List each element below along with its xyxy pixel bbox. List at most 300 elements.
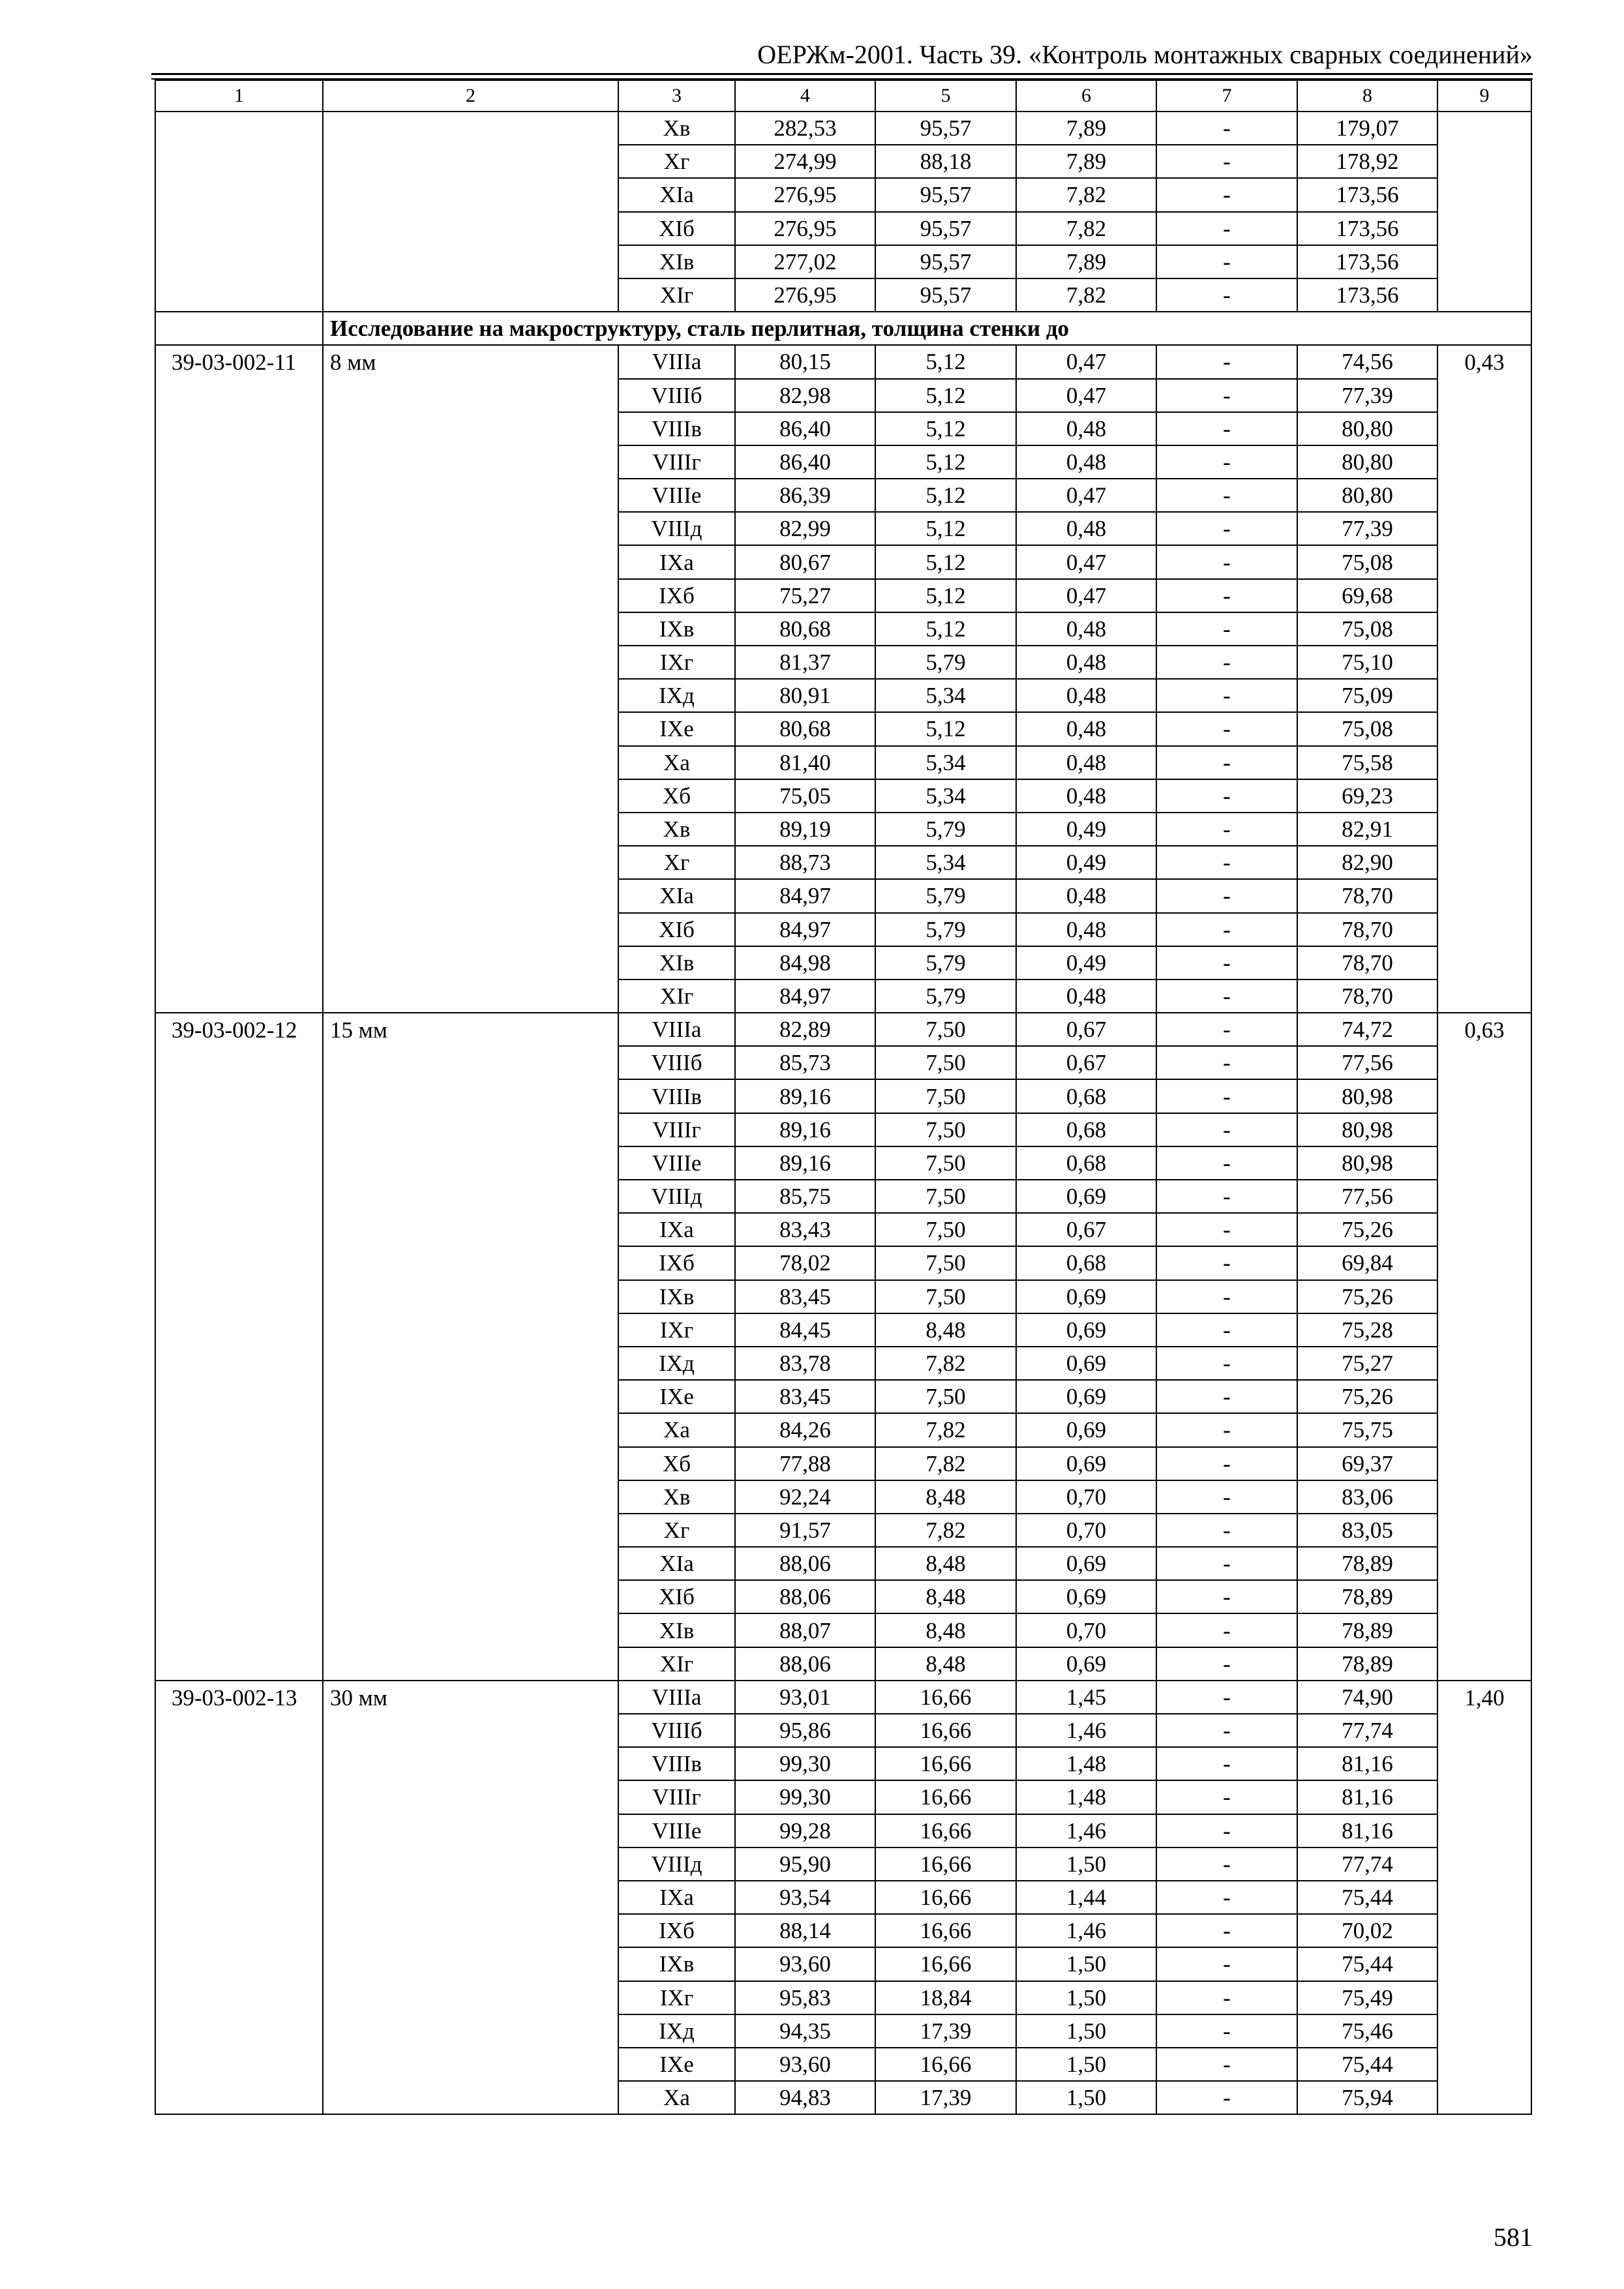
data-cell: 81,16 xyxy=(1297,1814,1437,1848)
data-cell: Xг xyxy=(618,1514,735,1547)
data-cell: XIб xyxy=(618,212,735,245)
data-cell: 74,90 xyxy=(1297,1681,1437,1714)
data-cell: 7,50 xyxy=(875,1246,1016,1279)
data-cell: 0,48 xyxy=(1016,712,1156,745)
data-cell: 80,68 xyxy=(735,612,875,646)
col9-value: 0,43 xyxy=(1437,345,1531,1013)
data-cell: 0,69 xyxy=(1016,1313,1156,1347)
data-cell: 0,69 xyxy=(1016,1647,1156,1681)
data-cell: 0,47 xyxy=(1016,379,1156,412)
data-cell: VIIIд xyxy=(618,1848,735,1881)
data-cell: 173,56 xyxy=(1297,178,1437,211)
data-cell: - xyxy=(1156,1313,1297,1347)
data-cell: 277,02 xyxy=(735,245,875,278)
data-cell: 80,98 xyxy=(1297,1146,1437,1180)
data-cell: 8,48 xyxy=(875,1480,1016,1514)
data-cell: 0,67 xyxy=(1016,1046,1156,1079)
data-cell: VIIIд xyxy=(618,512,735,545)
rate-code: 39-03-002-13 xyxy=(155,1681,323,2114)
data-cell: 0,47 xyxy=(1016,479,1156,512)
data-cell: 95,86 xyxy=(735,1714,875,1747)
data-cell: 75,10 xyxy=(1297,646,1437,679)
data-cell: 0,49 xyxy=(1016,846,1156,879)
data-cell: 5,79 xyxy=(875,913,1016,946)
data-cell: 75,58 xyxy=(1297,746,1437,779)
data-cell: VIIIв xyxy=(618,1747,735,1780)
data-cell: IXв xyxy=(618,612,735,646)
data-cell: 0,47 xyxy=(1016,345,1156,378)
section-row xyxy=(155,312,1531,345)
data-cell: 77,39 xyxy=(1297,512,1437,545)
data-cell: 0,68 xyxy=(1016,1146,1156,1180)
data-cell: 75,26 xyxy=(1297,1380,1437,1413)
data-cell: 0,69 xyxy=(1016,1347,1156,1380)
data-cell: IXе xyxy=(618,712,735,745)
data-cell: - xyxy=(1156,1613,1297,1647)
data-cell: XIг xyxy=(618,980,735,1013)
column-number: 2 xyxy=(323,80,618,112)
data-cell: 77,74 xyxy=(1297,1714,1437,1747)
data-cell: 78,89 xyxy=(1297,1613,1437,1647)
data-cell: 83,05 xyxy=(1297,1514,1437,1547)
rates-table xyxy=(155,80,1532,2115)
data-cell: 7,82 xyxy=(875,1413,1016,1446)
data-cell: 0,69 xyxy=(1016,1380,1156,1413)
data-cell: IXа xyxy=(618,1213,735,1246)
data-cell: 173,56 xyxy=(1297,212,1437,245)
data-cell: 1,50 xyxy=(1016,1848,1156,1881)
data-cell: - xyxy=(1156,445,1297,479)
data-cell: IXб xyxy=(618,1914,735,1947)
data-cell: 75,26 xyxy=(1297,1213,1437,1246)
data-cell: 93,60 xyxy=(735,1947,875,1981)
data-cell: Xв xyxy=(618,1480,735,1514)
data-cell: 82,91 xyxy=(1297,813,1437,846)
data-cell: - xyxy=(1156,1681,1297,1714)
data-cell: XIв xyxy=(618,1613,735,1647)
data-cell: 75,08 xyxy=(1297,612,1437,646)
data-cell: 75,26 xyxy=(1297,1280,1437,1313)
data-cell: 89,16 xyxy=(735,1113,875,1146)
data-cell: 1,44 xyxy=(1016,1881,1156,1914)
data-cell: VIIIв xyxy=(618,412,735,445)
data-cell: 78,02 xyxy=(735,1246,875,1279)
data-cell: 173,56 xyxy=(1297,278,1437,312)
data-cell: 0,67 xyxy=(1016,1013,1156,1046)
data-cell: 7,89 xyxy=(1016,145,1156,178)
data-cell: XIа xyxy=(618,879,735,912)
data-cell: - xyxy=(1156,1947,1297,1981)
data-cell: 5,12 xyxy=(875,545,1016,578)
data-cell: 75,08 xyxy=(1297,712,1437,745)
data-cell: 5,79 xyxy=(875,879,1016,912)
data-cell: XIб xyxy=(618,913,735,946)
data-cell: 276,95 xyxy=(735,212,875,245)
data-cell: IXе xyxy=(618,2048,735,2081)
data-cell: 16,66 xyxy=(875,1848,1016,1881)
data-cell: 94,83 xyxy=(735,2081,875,2114)
data-cell: 0,48 xyxy=(1016,746,1156,779)
data-cell: 0,49 xyxy=(1016,813,1156,846)
data-cell: 75,44 xyxy=(1297,2048,1437,2081)
column-number: 8 xyxy=(1297,80,1437,112)
data-cell: - xyxy=(1156,1647,1297,1681)
data-cell: XIв xyxy=(618,245,735,278)
data-cell: VIIIе xyxy=(618,1146,735,1180)
data-cell: 0,69 xyxy=(1016,1547,1156,1580)
data-cell: 8,48 xyxy=(875,1613,1016,1647)
data-cell: 81,16 xyxy=(1297,1780,1437,1814)
data-cell: IXг xyxy=(618,646,735,679)
data-cell: 80,80 xyxy=(1297,479,1437,512)
data-cell: 0,48 xyxy=(1016,412,1156,445)
data-cell: - xyxy=(1156,278,1297,312)
data-cell: 7,50 xyxy=(875,1146,1016,1180)
data-cell: 69,23 xyxy=(1297,779,1437,813)
data-cell: VIIIб xyxy=(618,1046,735,1079)
data-cell: - xyxy=(1156,545,1297,578)
data-cell: 7,89 xyxy=(1016,112,1156,145)
data-cell: VIIIв xyxy=(618,1079,735,1113)
data-cell: 5,79 xyxy=(875,946,1016,980)
data-cell: - xyxy=(1156,1180,1297,1213)
section-blank-cell xyxy=(155,312,323,345)
data-cell: - xyxy=(1156,1046,1297,1079)
data-cell: 77,56 xyxy=(1297,1046,1437,1079)
data-cell: 69,37 xyxy=(1297,1447,1437,1480)
data-cell: 83,06 xyxy=(1297,1480,1437,1514)
data-cell: - xyxy=(1156,1514,1297,1547)
data-cell: 0,48 xyxy=(1016,779,1156,813)
data-cell: 78,70 xyxy=(1297,946,1437,980)
data-cell: 95,57 xyxy=(875,245,1016,278)
data-cell: 16,66 xyxy=(875,1747,1016,1780)
data-cell: 82,98 xyxy=(735,379,875,412)
data-cell: 78,70 xyxy=(1297,913,1437,946)
data-cell: 99,30 xyxy=(735,1747,875,1780)
data-cell: Xа xyxy=(618,1413,735,1446)
data-cell: 80,98 xyxy=(1297,1113,1437,1146)
column-number: 6 xyxy=(1016,80,1156,112)
data-cell: 17,39 xyxy=(875,2014,1016,2048)
data-cell: VIIIг xyxy=(618,1113,735,1146)
data-cell: 0,47 xyxy=(1016,545,1156,578)
table-row xyxy=(155,112,1531,145)
data-cell: 7,89 xyxy=(1016,245,1156,278)
data-cell: 75,75 xyxy=(1297,1413,1437,1446)
data-cell: - xyxy=(1156,1914,1297,1947)
data-cell: 0,48 xyxy=(1016,879,1156,912)
data-cell: 70,02 xyxy=(1297,1914,1437,1947)
data-cell: 0,47 xyxy=(1016,579,1156,612)
data-cell: 78,89 xyxy=(1297,1547,1437,1580)
col9-value: 0,63 xyxy=(1437,1013,1531,1681)
data-cell: 0,49 xyxy=(1016,946,1156,980)
data-cell: 5,12 xyxy=(875,579,1016,612)
data-cell: 0,69 xyxy=(1016,1180,1156,1213)
data-cell: 83,43 xyxy=(735,1213,875,1246)
data-cell: IXб xyxy=(618,579,735,612)
data-cell: - xyxy=(1156,712,1297,745)
data-cell: 5,79 xyxy=(875,646,1016,679)
data-cell: IXа xyxy=(618,545,735,578)
data-cell: 80,80 xyxy=(1297,445,1437,479)
data-cell: 7,82 xyxy=(1016,212,1156,245)
data-cell: 7,50 xyxy=(875,1180,1016,1213)
data-cell: 75,28 xyxy=(1297,1313,1437,1347)
data-cell: 81,40 xyxy=(735,746,875,779)
data-cell: 7,82 xyxy=(875,1447,1016,1480)
data-cell: 77,56 xyxy=(1297,1180,1437,1213)
data-cell: VIIIа xyxy=(618,345,735,378)
data-cell: 91,57 xyxy=(735,1514,875,1547)
data-cell: 16,66 xyxy=(875,1681,1016,1714)
data-cell: 88,06 xyxy=(735,1580,875,1613)
data-cell: 1,50 xyxy=(1016,1947,1156,1981)
data-cell: 99,30 xyxy=(735,1780,875,1814)
column-number: 3 xyxy=(618,80,735,112)
data-cell: 5,12 xyxy=(875,712,1016,745)
data-cell: - xyxy=(1156,2081,1297,2114)
data-cell: 80,68 xyxy=(735,712,875,745)
data-cell: 1,46 xyxy=(1016,1914,1156,1947)
data-cell: 1,46 xyxy=(1016,1714,1156,1747)
data-cell: IXе xyxy=(618,1380,735,1413)
data-cell: 84,98 xyxy=(735,946,875,980)
data-cell: IXг xyxy=(618,1981,735,2014)
data-cell: 8,48 xyxy=(875,1547,1016,1580)
wall-thickness: 8 мм xyxy=(323,345,618,1013)
data-cell: 5,12 xyxy=(875,412,1016,445)
data-cell: 95,57 xyxy=(875,212,1016,245)
data-cell: IXд xyxy=(618,2014,735,2048)
data-cell: 92,24 xyxy=(735,1480,875,1514)
data-cell: 0,48 xyxy=(1016,913,1156,946)
data-cell: 8,48 xyxy=(875,1647,1016,1681)
data-cell: VIIIе xyxy=(618,479,735,512)
data-cell: 95,83 xyxy=(735,1981,875,2014)
data-cell: 75,49 xyxy=(1297,1981,1437,2014)
data-cell: - xyxy=(1156,1280,1297,1313)
data-cell: 7,50 xyxy=(875,1280,1016,1313)
data-cell: VIIIб xyxy=(618,379,735,412)
data-cell: 16,66 xyxy=(875,1780,1016,1814)
data-cell: - xyxy=(1156,1113,1297,1146)
data-cell: 1,45 xyxy=(1016,1681,1156,1714)
data-cell: 93,01 xyxy=(735,1681,875,1714)
data-cell: 7,50 xyxy=(875,1113,1016,1146)
data-cell: 88,73 xyxy=(735,846,875,879)
data-cell: 84,97 xyxy=(735,879,875,912)
data-cell: VIIIд xyxy=(618,1180,735,1213)
data-cell: 80,91 xyxy=(735,679,875,712)
wall-thickness: 30 мм xyxy=(323,1681,618,2114)
data-cell: - xyxy=(1156,1447,1297,1480)
data-cell: XIг xyxy=(618,1647,735,1681)
data-cell: 74,72 xyxy=(1297,1013,1437,1046)
data-cell: 0,70 xyxy=(1016,1613,1156,1647)
data-cell: 89,16 xyxy=(735,1146,875,1180)
data-cell: - xyxy=(1156,846,1297,879)
data-cell: 276,95 xyxy=(735,178,875,211)
data-cell: 0,69 xyxy=(1016,1280,1156,1313)
thickness-cell-empty xyxy=(323,112,618,312)
data-cell: - xyxy=(1156,646,1297,679)
data-cell: - xyxy=(1156,512,1297,545)
data-cell: 80,15 xyxy=(735,345,875,378)
data-cell: 89,16 xyxy=(735,1079,875,1113)
data-cell: VIIIа xyxy=(618,1013,735,1046)
data-cell: 7,50 xyxy=(875,1013,1016,1046)
data-cell: 0,68 xyxy=(1016,1079,1156,1113)
data-cell: - xyxy=(1156,1981,1297,2014)
data-cell: 69,68 xyxy=(1297,579,1437,612)
rate-code: 39-03-002-11 xyxy=(155,345,323,1013)
data-cell: 5,79 xyxy=(875,980,1016,1013)
data-cell: 80,67 xyxy=(735,545,875,578)
data-cell: XIа xyxy=(618,178,735,211)
data-cell: - xyxy=(1156,779,1297,813)
data-cell: 78,89 xyxy=(1297,1647,1437,1681)
data-cell: 0,48 xyxy=(1016,646,1156,679)
data-cell: 178,92 xyxy=(1297,145,1437,178)
data-cell: IXд xyxy=(618,679,735,712)
data-cell: 95,90 xyxy=(735,1848,875,1881)
data-cell: 95,57 xyxy=(875,112,1016,145)
data-cell: - xyxy=(1156,1079,1297,1113)
data-cell: 1,50 xyxy=(1016,1981,1156,2014)
data-cell: - xyxy=(1156,112,1297,145)
data-cell: - xyxy=(1156,879,1297,912)
data-cell: - xyxy=(1156,1580,1297,1613)
data-cell: 78,70 xyxy=(1297,980,1437,1013)
data-cell: 75,27 xyxy=(1297,1347,1437,1380)
data-cell: 274,99 xyxy=(735,145,875,178)
data-cell: 16,66 xyxy=(875,2048,1016,2081)
data-cell: - xyxy=(1156,1213,1297,1246)
data-cell: 18,84 xyxy=(875,1981,1016,2014)
data-cell: 282,53 xyxy=(735,112,875,145)
section-title: Исследование на макроструктуру, сталь перлитная, толщина стенки до xyxy=(323,312,1531,345)
column-number-row xyxy=(155,80,1531,112)
column-number: 1 xyxy=(155,80,323,112)
data-cell: VIIIе xyxy=(618,1814,735,1848)
data-cell: 78,70 xyxy=(1297,879,1437,912)
data-cell: - xyxy=(1156,1780,1297,1814)
data-cell: 86,39 xyxy=(735,479,875,512)
data-cell: 86,40 xyxy=(735,445,875,479)
data-cell: Xв xyxy=(618,813,735,846)
col9-value: 1,40 xyxy=(1437,1681,1531,2114)
data-cell: 16,66 xyxy=(875,1814,1016,1848)
data-cell: 0,69 xyxy=(1016,1447,1156,1480)
data-cell: 85,73 xyxy=(735,1046,875,1079)
data-cell: 0,48 xyxy=(1016,512,1156,545)
column-number: 4 xyxy=(735,80,875,112)
data-cell: 16,66 xyxy=(875,1714,1016,1747)
data-cell: 75,05 xyxy=(735,779,875,813)
data-cell: IXг xyxy=(618,1313,735,1347)
data-cell: - xyxy=(1156,1747,1297,1780)
data-cell: 83,45 xyxy=(735,1380,875,1413)
data-cell: 93,60 xyxy=(735,2048,875,2081)
data-cell: 5,34 xyxy=(875,746,1016,779)
data-cell: - xyxy=(1156,1547,1297,1580)
data-cell: 16,66 xyxy=(875,1947,1016,1981)
data-cell: - xyxy=(1156,946,1297,980)
data-cell: 5,79 xyxy=(875,813,1016,846)
data-cell: 0,67 xyxy=(1016,1213,1156,1246)
data-cell: 1,50 xyxy=(1016,2081,1156,2114)
data-cell: - xyxy=(1156,1881,1297,1914)
data-cell: 77,74 xyxy=(1297,1848,1437,1881)
data-cell: 75,44 xyxy=(1297,1947,1437,1981)
data-cell: 7,82 xyxy=(1016,278,1156,312)
data-cell: 0,48 xyxy=(1016,445,1156,479)
data-cell: 84,45 xyxy=(735,1313,875,1347)
data-cell: IXб xyxy=(618,1246,735,1279)
rate-code: 39-03-002-12 xyxy=(155,1013,323,1681)
data-cell: 7,50 xyxy=(875,1380,1016,1413)
data-cell: 1,48 xyxy=(1016,1780,1156,1814)
data-cell: 7,82 xyxy=(875,1514,1016,1547)
data-cell: 82,90 xyxy=(1297,846,1437,879)
data-cell: XIб xyxy=(618,1580,735,1613)
data-cell: - xyxy=(1156,1413,1297,1446)
data-cell: Xб xyxy=(618,1447,735,1480)
column-number: 9 xyxy=(1437,80,1531,112)
data-cell: 1,46 xyxy=(1016,1814,1156,1848)
data-cell: IXв xyxy=(618,1947,735,1981)
data-cell: 75,27 xyxy=(735,579,875,612)
table-row xyxy=(155,1681,1531,1714)
data-cell: - xyxy=(1156,1246,1297,1279)
data-cell: 78,89 xyxy=(1297,1580,1437,1613)
data-cell: 1,50 xyxy=(1016,2014,1156,2048)
data-cell: - xyxy=(1156,2014,1297,2048)
data-cell: 173,56 xyxy=(1297,245,1437,278)
data-cell: 0,69 xyxy=(1016,1413,1156,1446)
data-cell: 82,89 xyxy=(735,1013,875,1046)
data-cell: - xyxy=(1156,1146,1297,1180)
data-cell: 80,80 xyxy=(1297,412,1437,445)
col9-cell-empty xyxy=(1437,112,1531,312)
data-cell: - xyxy=(1156,1848,1297,1881)
data-cell: 16,66 xyxy=(875,1881,1016,1914)
column-number: 7 xyxy=(1156,80,1297,112)
data-cell: 75,46 xyxy=(1297,2014,1437,2048)
data-cell: 5,12 xyxy=(875,612,1016,646)
data-cell: 5,34 xyxy=(875,846,1016,879)
table-body xyxy=(155,80,1531,2114)
data-cell: 84,97 xyxy=(735,913,875,946)
data-cell: 16,66 xyxy=(875,1914,1016,1947)
data-cell: IXв xyxy=(618,1280,735,1313)
data-cell: 5,12 xyxy=(875,479,1016,512)
data-cell: Xб xyxy=(618,779,735,813)
data-cell: 0,48 xyxy=(1016,612,1156,646)
data-cell: VIIIб xyxy=(618,1714,735,1747)
header-rule-thick xyxy=(151,73,1533,75)
data-cell: XIг xyxy=(618,278,735,312)
data-cell: 7,50 xyxy=(875,1213,1016,1246)
data-cell: 88,06 xyxy=(735,1547,875,1580)
data-cell: 88,18 xyxy=(875,145,1016,178)
data-cell: - xyxy=(1156,2048,1297,2081)
code-cell-empty xyxy=(155,112,323,312)
data-cell: - xyxy=(1156,813,1297,846)
data-cell: 89,19 xyxy=(735,813,875,846)
